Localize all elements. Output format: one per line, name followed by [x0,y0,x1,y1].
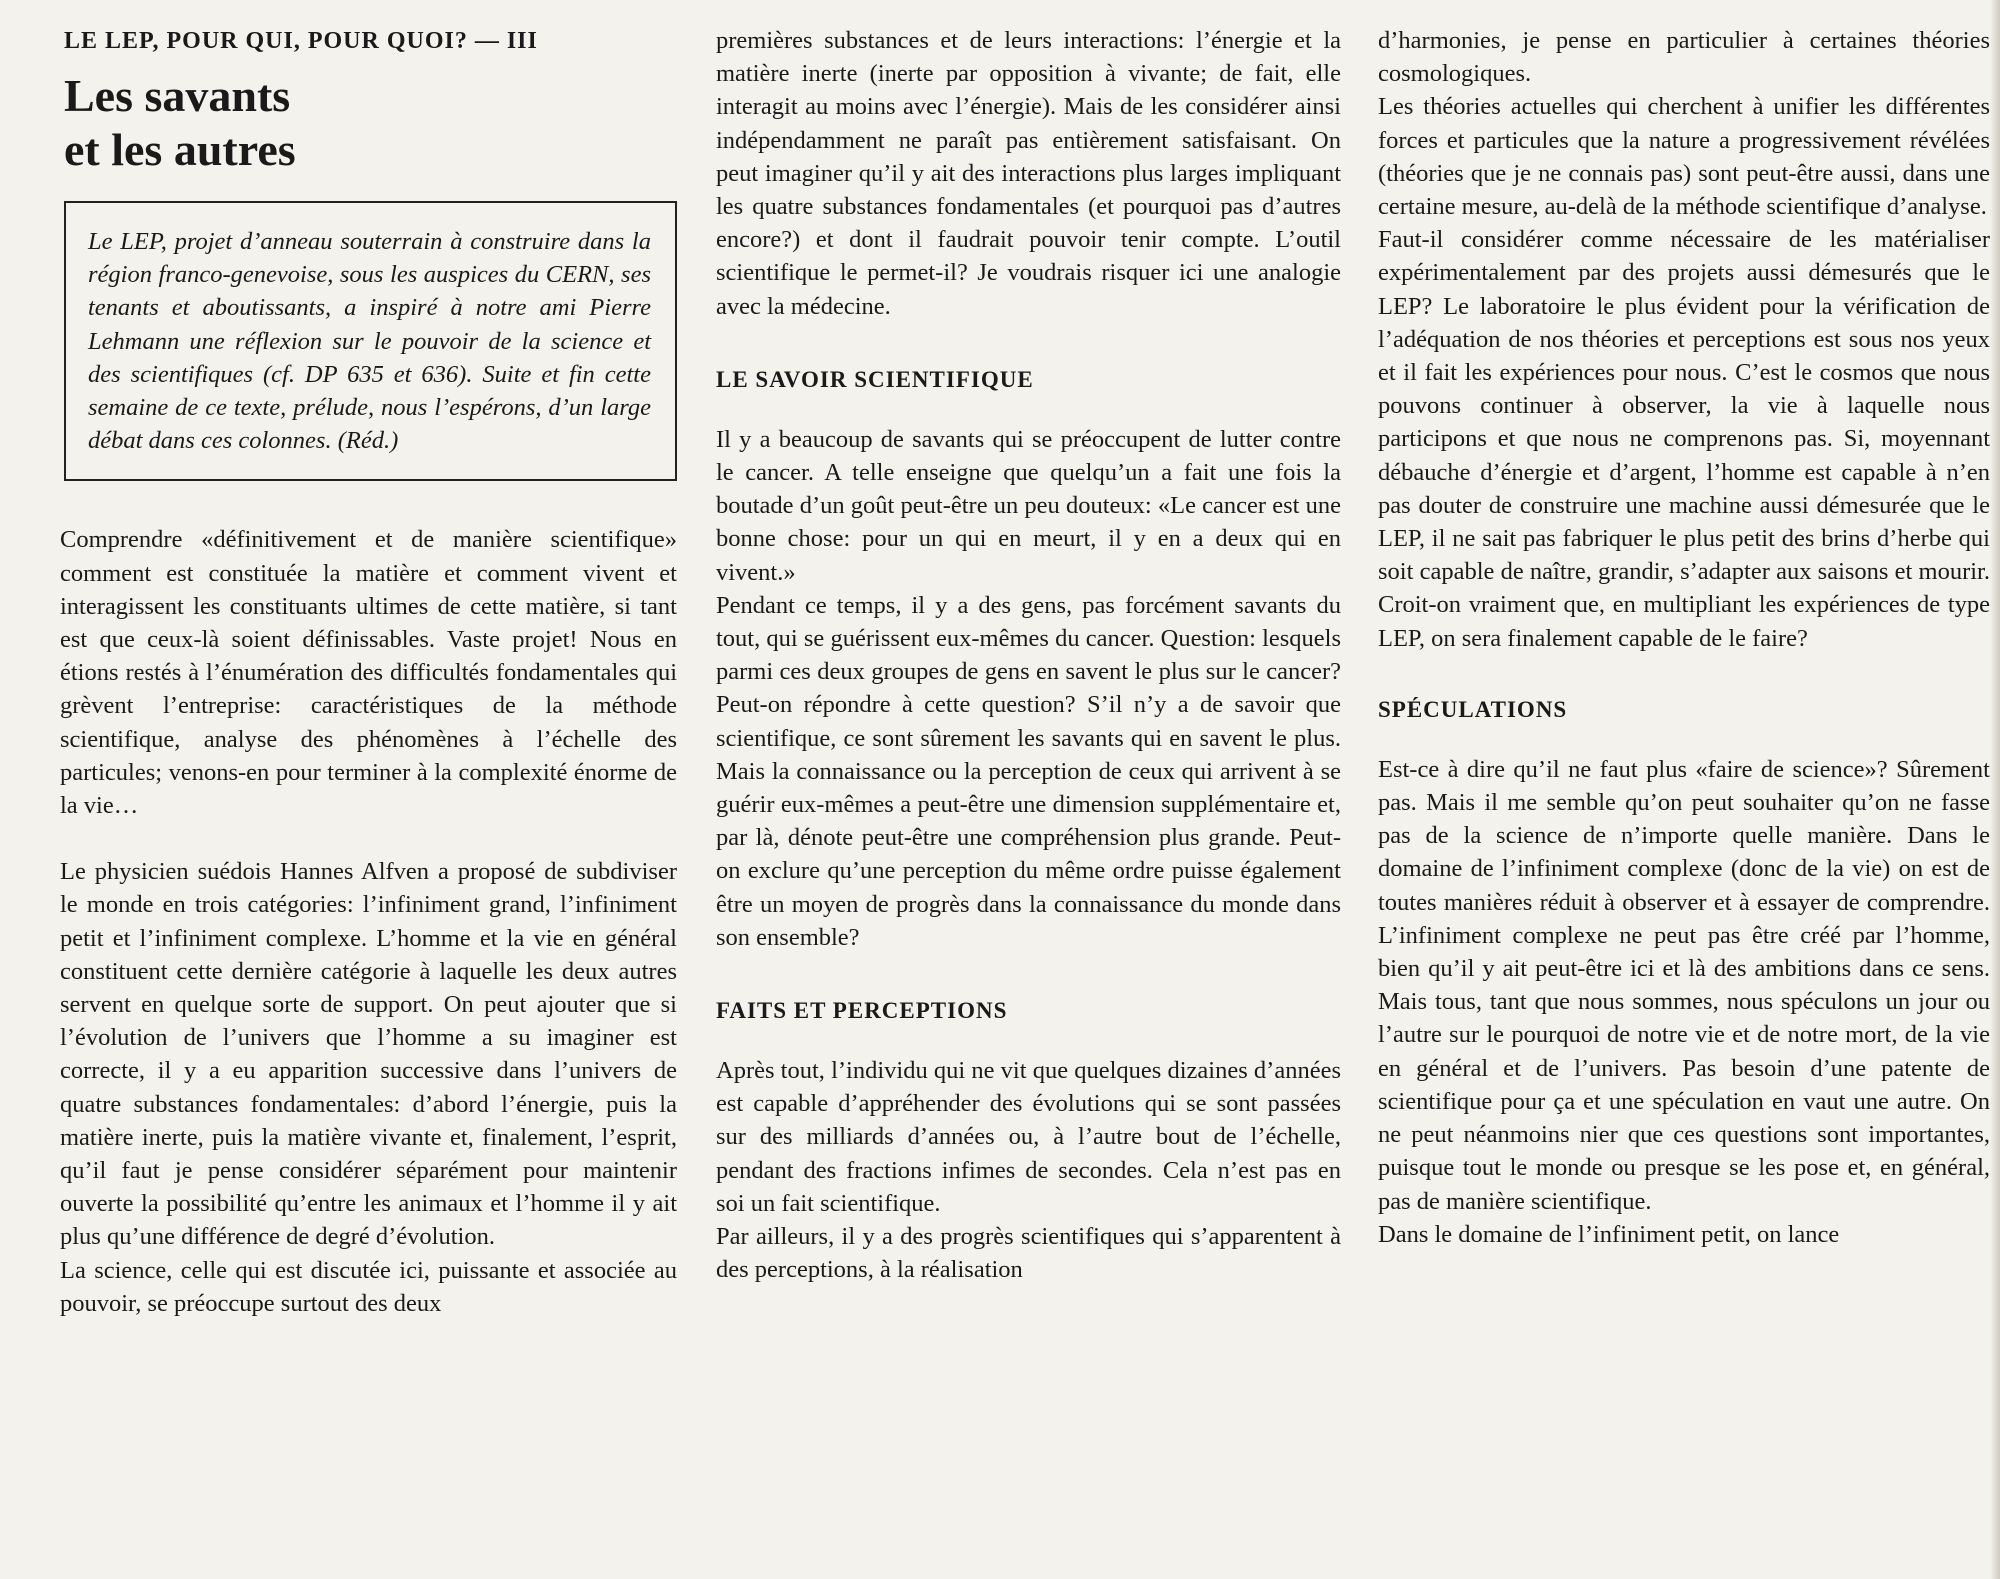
article-title [64,69,677,177]
title-line-2: et les autres [64,124,296,175]
paragraph: Est-ce à dire qu’il ne faut plus «faire de science»? Sûrement pas. Mais il me semble qu’on peut souhaiter qu’on ne fasse pas de la science de n’importe quelle manière. Dans le domaine de l’infiniment complexe (donc de la vie) on est de toutes manières réduit à observer et à essayer de comprendre. L’infiniment complexe ne peut pas être créé par l’homme, bien qu’il y ait peut-être ici et là des ambitions dans ce sens. Mais tous, tant que nous sommes, nous spéculons un jour ou l’autre sur le pourquoi de notre vie et de notre mort, de la vie en général et de l’univers. Pas besoin d’une patente de scientifique pour ça et une spéculation en vaut une autre. On ne peut néanmoins nier que ces questions sont importantes, puisque tout le monde ou presque se les pose et, en général, pas de manière scientifique. [1378,755,1990,1215]
paragraph: d’harmonies, je pense en particulier à certaines théories cosmologiques. [1378,27,1990,88]
editorial-intro-box: Le LEP, projet d’anneau souterrain à construire dans la région franco-genevoise, sous les auspices du CERN, ses tenants et aboutissants, a inspiré à notre ami Pierre Lehmann une réflexion sur le pouvoir de la science et des scientifiques (cf. DP 635 et 636). Suite et fin cette semaine de ce texte, prélude, nous l’espérons, d’un large débat dans ces colonnes. (Réd.) [64,201,677,481]
column-1 [60,24,677,1320]
paragraph: La science, celle qui est discutée ici, puissante et associée au pouvoir, se préoccupe surtout des deux [60,1256,677,1317]
paragraph: Pendant ce temps, il y a des gens, pas forcément savants du tout, qui se guérissent eux-mêmes du cancer. Question: lesquels parmi ces deux groupes de gens en savent le plus sur le cancer? Peut-on répondre à cette question? S’il n’y a de savoir que scientifique, ce sont sûrement les savants qui en savent le plus. Mais la connaissance ou la perception de ceux qui arrivent à se guérir eux-mêmes a peut-être une dimension supplémentaire et, par là, dénote peut-être une compréhension plus grande. Peut-on exclure qu’une perception du même ordre puisse également être un moyen de progrès dans la connaissance du monde dans son ensemble? [716,591,1341,951]
section-heading: FAITS ET PERCEPTIONS [716,998,1008,1024]
paragraph: Les théories actuelles qui cherchent à unifier les différentes forces et particules que la nature a progressivement révélées (théories que je ne connais pas) sont peut-être aussi, dans une certaine mesure, au-delà de la méthode scientifique d’analyse. [1378,93,1990,221]
section-heading: SPÉCULATIONS [1378,696,1568,722]
section-heading: LE SAVOIR SCIENTIFIQUE [716,366,1034,392]
paragraph: premières substances et de leurs interactions: l’énergie et la matière inerte (inerte par opposition à vivante; de fait, elle interagit au moins avec l’énergie). Mais de les considérer ainsi indépendamment ne paraît pas entièrement satisfaisant. On peut imaginer qu’il y ait des interactions plus larges impliquant les quatre substances fondamentales (et pourquoi pas d’autres encore?) et dont il faudrait pouvoir tenir compte. L’outil scientifique le permet-il? Je voudrais risquer ici une analogie avec la médecine. [716,27,1341,320]
paragraph: Comprendre «définitivement et de manière scientifique» comment est constituée la matière et comment vivent et interagissent les constituants ultimes de cette matière, si tant est que ceux-là soient définissables. Vaste projet! Nous en étions restés à l’énumération des difficultés fondamentales qui grèvent l’entreprise: caractéristiques de la méthode scientifique, analyse des phénomènes à l’échelle des particules; venons-en pour terminer à la complexité énorme de la vie… [60,526,677,820]
page-edge-shadow [1990,0,2000,1579]
column-3 [1378,24,1990,1251]
paragraph: Le physicien suédois Hannes Alfven a proposé de subdiviser le monde en trois catégories: l’infiniment grand, l’infiniment petit et l’infiniment complexe. L’homme et la vie en général constituent cette dernière catégorie à laquelle les deux autres servent en quelque sorte de support. On peut ajouter que si l’évolution de l’univers que l’homme a su imaginer est correcte, il y a eu apparition successive dans l’univers de quatre substances fondamentales: d’abord l’énergie, puis la matière inerte, puis la matière vivante et, finalement, l’esprit, qu’il faut je pense considérer séparément pour maintenir ouverte la possibilité qu’entre les animaux et l’homme il y ait plus qu’une différence de degré d’évolution. [60,858,677,1251]
paragraph: Faut-il considérer comme nécessaire de les matérialiser expérimentalement par des projets aussi démesurés que le LEP? Le laboratoire le plus évident pour la vérification de l’adéquation de nos théories et perceptions est sous nos yeux et il fait les expériences pour nous. C’est le cosmos que nous pouvons continuer à observer, la vie à laquelle nous participons et que nous ne comprenons pas. Si, moyennant débauche d’énergie et d’argent, l’homme est capable à n’en pas douter de construire une machine aussi démesurée que le LEP, il ne sait pas fabriquer le plus petit des brins d’herbe qui soit capable de naître, grandir, s’adapter aux saisons et mourir. Croit-on vraiment que, en multipliant les expériences de type LEP, on sera finalement capable de le faire? [1378,226,1990,652]
paragraph: Par ailleurs, il y a des progrès scientifiques qui s’apparentent à des perceptions, à la réalisation [716,1223,1341,1284]
article-kicker: LE LEP, POUR QUI, POUR QUOI? — III [64,28,538,54]
title-line-1: Les savants [64,70,291,121]
paragraph: Après tout, l’individu qui ne vit que quelques dizaines d’années est capable d’appréhender des évolutions qui se sont passées sur des milliards d’années ou, à l’autre bout de l’échelle, pendant des fractions infimes de secondes. Cela n’est pas en soi un fait scientifique. [716,1057,1341,1217]
column-2 [716,24,1341,1287]
paragraph: Dans le domaine de l’infiniment petit, on lance [1378,1220,1840,1248]
paragraph: Il y a beaucoup de savants qui se préoccupent de lutter contre le cancer. A telle enseigne que quelqu’un a fait une fois la boutade d’un goût peut-être un peu douteux: «Le cancer est une bonne chose: pour un qui en meurt, il y en a deux qui en vivent.» [716,425,1341,586]
